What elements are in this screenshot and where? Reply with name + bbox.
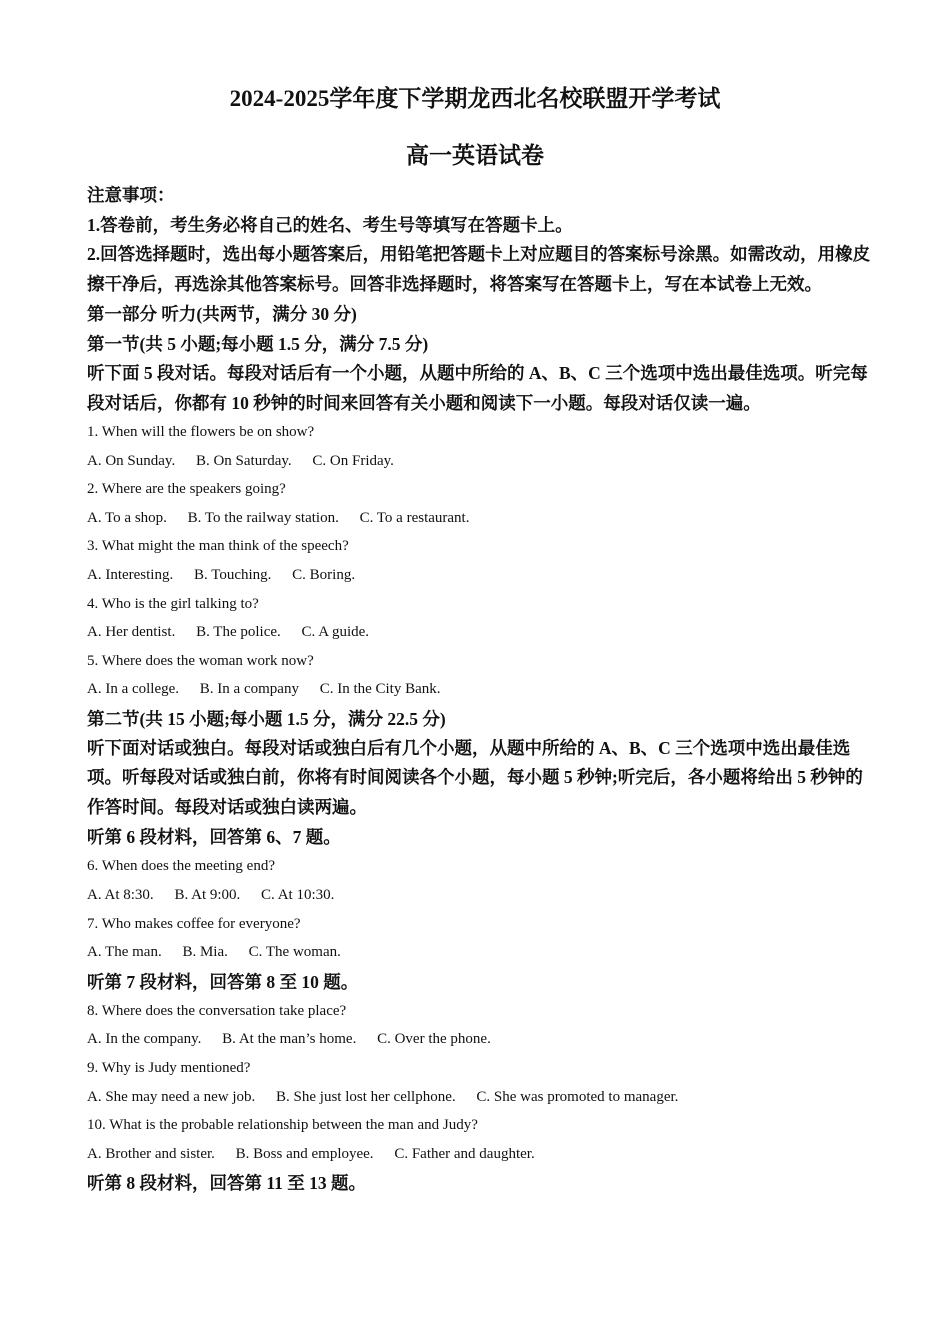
option-b: B. Boss and employee.	[235, 1145, 374, 1162]
section2-heading: 第二节(共 15 小题;每小题 1.5 分，满分 22.5 分)	[87, 708, 446, 729]
question-9: 9. Why is Judy mentioned?	[87, 1060, 251, 1076]
option-b: B. She just lost her cellphone.	[276, 1088, 456, 1105]
option-a: A. Brother and sister.	[87, 1145, 215, 1162]
option-c: C. At 10:30.	[261, 887, 335, 904]
option-b: B. Mia.	[182, 944, 228, 961]
option-c: C. The woman.	[248, 944, 341, 961]
question-2: 2. Where are the speakers going?	[87, 481, 286, 498]
option-a: A. On Sunday.	[87, 452, 176, 469]
question-10: 10. What is the probable relationship between the man and Judy?	[87, 1117, 478, 1134]
question-7: 7. Who makes coffee for everyone?	[87, 915, 301, 932]
option-b: B. To the railway station.	[187, 509, 339, 526]
notice-item-1: 1.答卷前，考生务必将自己的姓名、考生号等填写在答题卡上。	[87, 215, 573, 235]
option-c: C. In the City Bank.	[319, 681, 441, 698]
option-a: A. At 8:30.	[87, 887, 154, 904]
question-4-options	[87, 618, 877, 647]
question-6: 6. When does the meeting end?	[87, 858, 275, 875]
notice-heading: 注意事项：	[87, 185, 175, 205]
question-3: 3. What might the man think of the speech?	[87, 538, 349, 555]
option-a: A. In a college.	[87, 681, 180, 698]
option-c: C. A guide.	[301, 624, 370, 641]
material-6-heading: 听第 6 段材料，回答第 6、7 题。	[87, 827, 341, 848]
material-8-heading: 听第 8 段材料，回答第 11 至 13 题。	[87, 1173, 367, 1194]
question-9-options	[87, 1083, 877, 1112]
option-a: A. To a shop.	[87, 509, 167, 526]
option-a: A. In the company.	[87, 1031, 202, 1048]
section2-instructions: 听下面对话或独白。每段对话或独白后有几个小题，从题中所给的 A、B、C 三个选项中选出最佳选项。听每段对话或独白前，你将有时间阅读各个小题，每小题 5 秒钟;听完后，各小题将给出 5 秒钟的作答时间。每段对话或独白读两遍。	[87, 737, 863, 817]
question-1: 1. When will the flowers be on show?	[87, 424, 315, 440]
option-c: C. Over the phone.	[377, 1031, 491, 1048]
question-2-options	[87, 504, 877, 533]
option-b: B. On Saturday.	[195, 452, 292, 469]
option-c: C. To a restaurant.	[359, 509, 470, 526]
material-7-heading: 听第 7 段材料，回答第 8 至 10 题。	[87, 971, 359, 992]
option-b: B. At the man’s home.	[222, 1031, 357, 1048]
exam-subtitle: 高一英语试卷	[406, 143, 544, 168]
question-5-options	[87, 675, 877, 704]
option-b: B. Touching.	[193, 566, 272, 583]
question-1-options	[87, 447, 877, 476]
option-c: C. Boring.	[292, 566, 356, 583]
option-a: A. She may need a new job.	[87, 1088, 256, 1105]
question-4: 4. Who is the girl talking to?	[87, 595, 259, 612]
option-a: A. The man.	[87, 944, 162, 961]
option-c: C. On Friday.	[312, 452, 394, 469]
option-b: B. The police.	[196, 624, 281, 641]
option-a: A. Her dentist.	[87, 624, 176, 641]
question-6-options	[87, 881, 877, 910]
exam-title: 2024-2025学年度下学期龙西北名校联盟开学考试	[229, 86, 721, 111]
option-c: C. She was promoted to manager.	[476, 1088, 679, 1105]
question-3-options	[87, 561, 877, 590]
option-a: A. Interesting.	[87, 566, 174, 583]
option-c: C. Father and daughter.	[394, 1145, 535, 1162]
section1-instructions: 听下面 5 段对话。每段对话后有一个小题，从题中所给的 A、B、C 三个选项中选出最佳选项。听完每段对话后，你都有 10 秒钟的时间来回答有关小题和阅读下一小题。每段对话仅读一遍。	[87, 363, 868, 413]
part1-heading: 第一部分 听力(共两节，满分 30 分)	[87, 304, 357, 324]
question-5: 5. Where does the woman work now?	[87, 652, 314, 669]
exam-content	[87, 180, 877, 1198]
question-8: 8. Where does the conversation take place?	[87, 1002, 347, 1019]
notice-item-2: 2.回答选择题时，选出每小题答案后，用铅笔把答题卡上对应题目的答案标号涂黑。如需改动，用橡皮擦干净后，再选涂其他答案标号。回答非选择题时，将答案写在答题卡上，写在本试卷上无效。	[87, 244, 871, 294]
question-7-options	[87, 938, 877, 967]
option-b: B. In a company	[199, 681, 299, 698]
option-b: B. At 9:00.	[174, 887, 241, 904]
section1-heading: 第一节(共 5 小题;每小题 1.5 分，满分 7.5 分)	[87, 334, 429, 354]
question-8-options	[87, 1025, 877, 1054]
question-10-options	[87, 1140, 877, 1169]
